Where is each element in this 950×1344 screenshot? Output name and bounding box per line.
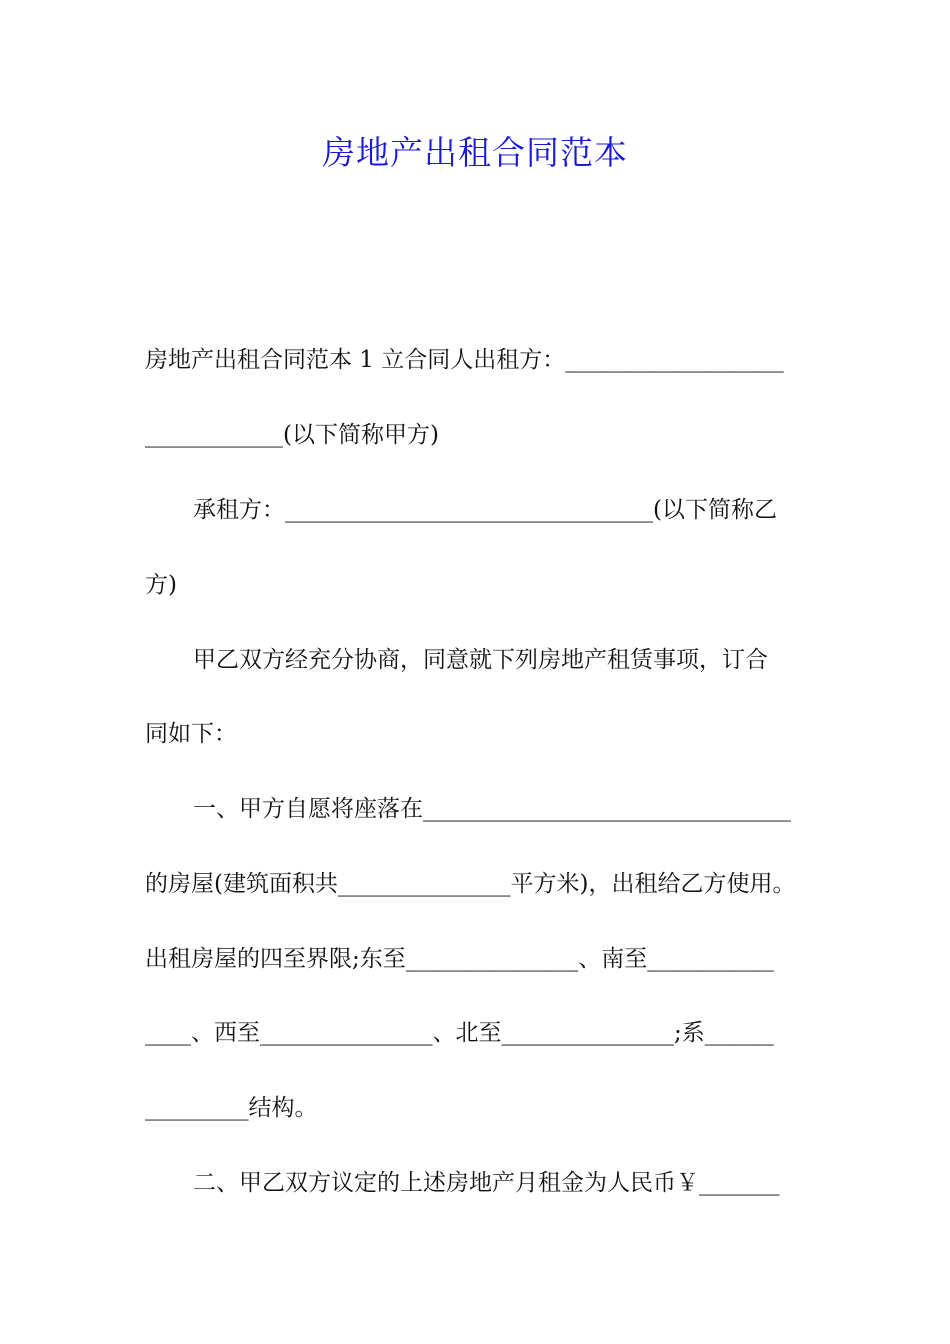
contract-line-6: 同如下： — [145, 721, 237, 747]
contract-line-11: _________结构。 — [145, 1095, 318, 1121]
contract-line-3: 承租方：________________________________(以下简称乙 — [193, 497, 777, 523]
contract-line-4: 方) — [145, 572, 177, 598]
contract-line-8: 的房屋(建筑面积共_______________平方米)，出租给乙方使用。 — [145, 871, 796, 897]
contract-line-5: 甲乙双方经充分协商，同意就下列房地产租赁事项，订合 — [193, 647, 768, 673]
contract-line-9: 出租房屋的四至界限;东至_______________、南至___________ — [145, 946, 774, 972]
contract-line-12: 二、甲乙双方议定的上述房地产月租金为人民币￥_______ — [193, 1170, 780, 1196]
contract-line-10: ____、西至_______________、北至_______________;系______ — [145, 1020, 774, 1046]
contract-line-1: 房地产出租合同范本 1 立合同人出租方：___________________ — [145, 347, 784, 373]
contract-line-7: 一、甲方自愿将座落在________________________________ — [193, 796, 791, 822]
document-title: 房地产出租合同范本 — [322, 133, 628, 172]
contract-line-2: ____________(以下简称甲方) — [145, 422, 439, 448]
